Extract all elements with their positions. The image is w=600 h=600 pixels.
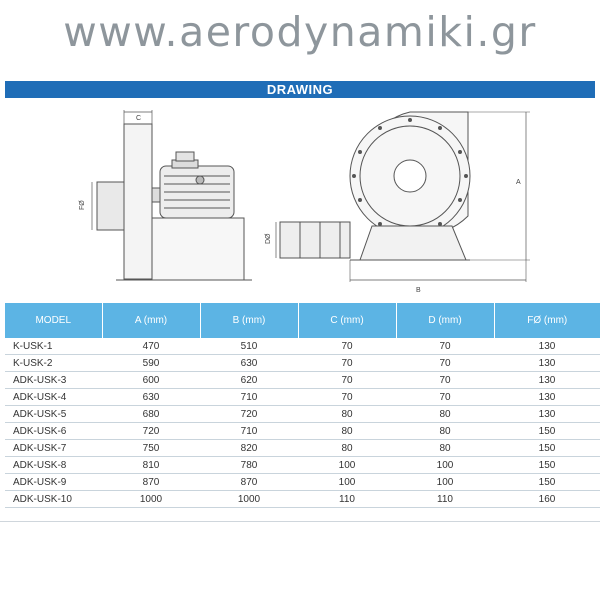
- model-cell: ADK-USK-9: [5, 474, 102, 491]
- dimensions-table-wrapper: [5, 303, 600, 508]
- value-cell: 820: [200, 440, 298, 457]
- value-cell: 810: [102, 457, 200, 474]
- value-cell: 70: [396, 355, 494, 372]
- value-cell: 680: [102, 406, 200, 423]
- column-header: C (mm): [298, 303, 396, 338]
- table-row: [5, 406, 600, 423]
- column-header: MODEL: [5, 303, 102, 338]
- value-cell: 70: [298, 355, 396, 372]
- dimension-label-d: DØ: [265, 233, 272, 244]
- value-cell: 80: [298, 440, 396, 457]
- value-cell: 720: [102, 423, 200, 440]
- value-cell: 1000: [200, 491, 298, 508]
- value-cell: 710: [200, 389, 298, 406]
- table-row: [5, 440, 600, 457]
- value-cell: 630: [102, 389, 200, 406]
- fan-drawing-svg: [0, 100, 600, 300]
- column-header: FØ (mm): [494, 303, 600, 338]
- table-row: [5, 423, 600, 440]
- value-cell: 780: [200, 457, 298, 474]
- table-row: [5, 457, 600, 474]
- model-cell: ADK-USK-8: [5, 457, 102, 474]
- value-cell: 130: [494, 389, 600, 406]
- value-cell: 750: [102, 440, 200, 457]
- model-cell: ADK-USK-10: [5, 491, 102, 508]
- bottom-divider: [0, 521, 600, 522]
- value-cell: 130: [494, 338, 600, 355]
- table-row: [5, 491, 600, 508]
- value-cell: 80: [298, 423, 396, 440]
- dimensions-table: [5, 303, 600, 508]
- table-header-row: [5, 303, 600, 338]
- section-title: DRAWING: [266, 82, 334, 97]
- value-cell: 150: [494, 440, 600, 457]
- column-header: D (mm): [396, 303, 494, 338]
- value-cell: 100: [298, 474, 396, 491]
- model-cell: ADK-USK-3: [5, 372, 102, 389]
- value-cell: 80: [298, 406, 396, 423]
- value-cell: 80: [396, 440, 494, 457]
- value-cell: 870: [102, 474, 200, 491]
- dimension-label-f: FØ: [79, 200, 86, 210]
- value-cell: 130: [494, 406, 600, 423]
- value-cell: 510: [200, 338, 298, 355]
- model-cell: K-USK-1: [5, 338, 102, 355]
- table-body: [5, 338, 600, 508]
- value-cell: 100: [396, 474, 494, 491]
- table-row: [5, 372, 600, 389]
- value-cell: 1000: [102, 491, 200, 508]
- value-cell: 100: [396, 457, 494, 474]
- table-row: [5, 338, 600, 355]
- model-cell: ADK-USK-4: [5, 389, 102, 406]
- value-cell: 130: [494, 372, 600, 389]
- model-cell: ADK-USK-5: [5, 406, 102, 423]
- dimension-label-b: B: [416, 287, 421, 294]
- side-view: [92, 110, 252, 280]
- site-url: www.aerodynamiki.gr: [63, 8, 537, 56]
- value-cell: 160: [494, 491, 600, 508]
- value-cell: 70: [298, 372, 396, 389]
- technical-drawing: [0, 100, 600, 300]
- value-cell: 130: [494, 355, 600, 372]
- value-cell: 110: [298, 491, 396, 508]
- front-view: [276, 112, 530, 282]
- value-cell: 590: [102, 355, 200, 372]
- value-cell: 150: [494, 457, 600, 474]
- value-cell: 710: [200, 423, 298, 440]
- value-cell: 70: [396, 338, 494, 355]
- value-cell: 70: [396, 372, 494, 389]
- value-cell: 70: [298, 338, 396, 355]
- value-cell: 110: [396, 491, 494, 508]
- value-cell: 720: [200, 406, 298, 423]
- value-cell: 470: [102, 338, 200, 355]
- dimension-label-c: C: [136, 115, 142, 122]
- value-cell: 70: [298, 389, 396, 406]
- table-row: [5, 474, 600, 491]
- column-header: A (mm): [102, 303, 200, 338]
- table-row: [5, 355, 600, 372]
- value-cell: 80: [396, 406, 494, 423]
- model-cell: ADK-USK-7: [5, 440, 102, 457]
- value-cell: 100: [298, 457, 396, 474]
- column-header: B (mm): [200, 303, 298, 338]
- table-row: [5, 389, 600, 406]
- value-cell: 70: [396, 389, 494, 406]
- value-cell: 150: [494, 423, 600, 440]
- value-cell: 80: [396, 423, 494, 440]
- value-cell: 600: [102, 372, 200, 389]
- dimension-label-a: A: [516, 179, 521, 186]
- value-cell: 630: [200, 355, 298, 372]
- model-cell: ADK-USK-6: [5, 423, 102, 440]
- value-cell: 620: [200, 372, 298, 389]
- section-title-bar: [5, 81, 595, 98]
- value-cell: 870: [200, 474, 298, 491]
- model-cell: K-USK-2: [5, 355, 102, 372]
- value-cell: 150: [494, 474, 600, 491]
